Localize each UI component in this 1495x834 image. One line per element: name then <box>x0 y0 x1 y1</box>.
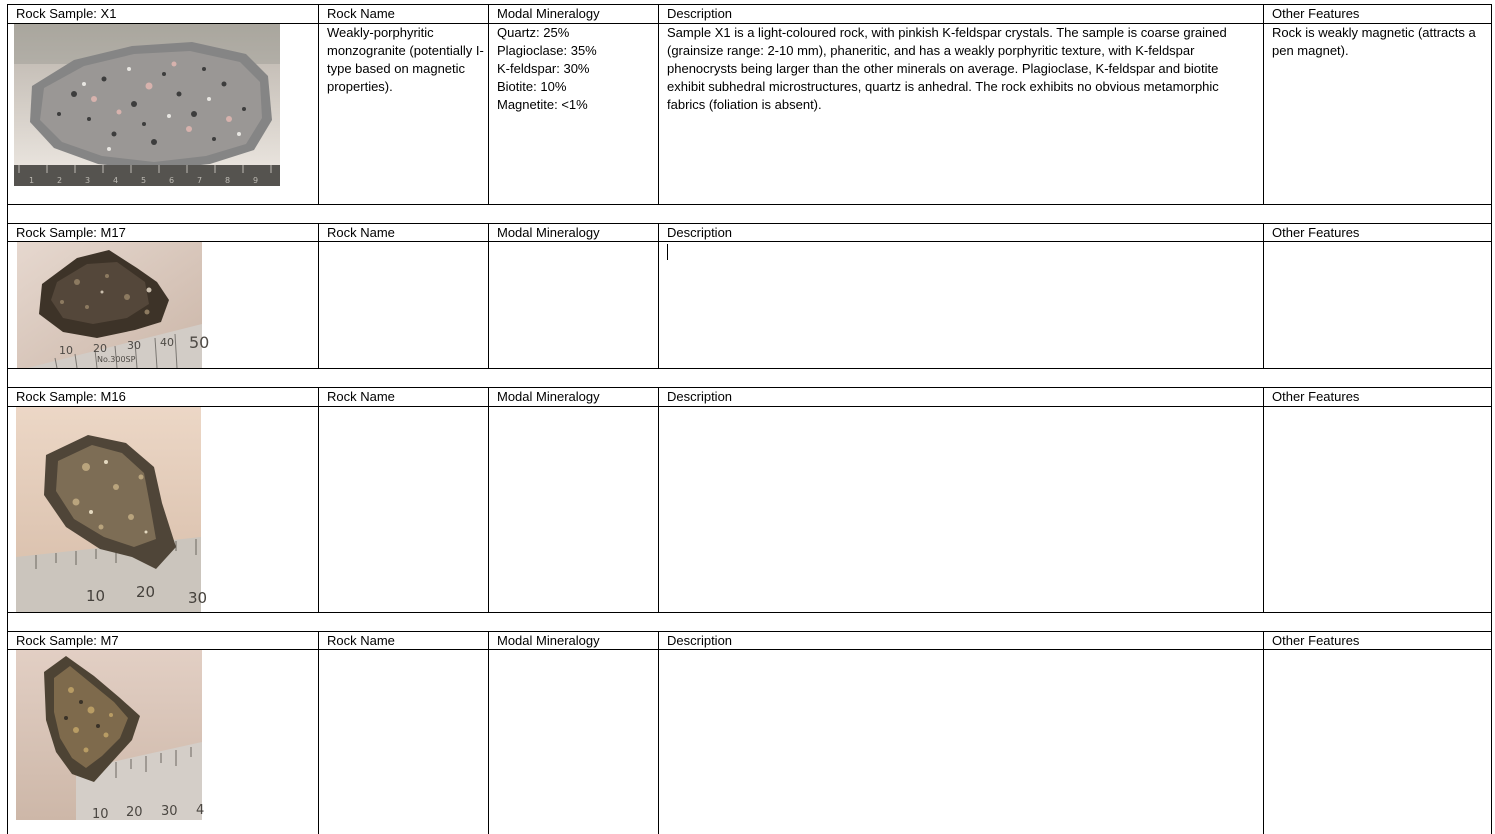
table-line <box>7 4 8 834</box>
ruler-tick-label: 5 <box>141 176 147 185</box>
column-header-modal-mineralogy[interactable]: Modal Mineralogy <box>497 225 600 240</box>
table-line <box>1263 4 1264 204</box>
ruler-brand-text: No.300SP <box>97 355 136 364</box>
column-header-other-features[interactable]: Other Features <box>1272 633 1360 648</box>
spacer-row[interactable] <box>8 369 1490 387</box>
ruler-tick-label: 30 <box>188 589 208 607</box>
table-line <box>318 631 319 834</box>
ruler-tick-label: 1 <box>29 176 35 185</box>
table-line <box>7 406 1492 407</box>
table-line <box>488 631 489 834</box>
mineral-line: Magnetite: <1% <box>497 97 588 112</box>
text-cursor <box>667 244 668 260</box>
ruler-tick-label: 40 <box>160 336 174 349</box>
ruler-tick-label: 20 <box>136 583 156 601</box>
ruler-tick-label: 20 <box>93 342 107 355</box>
table-line <box>7 4 1492 5</box>
ruler-tick-label: 2 <box>57 176 63 185</box>
column-header-description[interactable]: Description <box>667 633 733 648</box>
sample-label[interactable]: Rock Sample: M17 <box>16 225 126 240</box>
sample-label[interactable]: Rock Sample: X1 <box>16 6 117 21</box>
modal-mineralogy-cell[interactable] <box>497 24 655 114</box>
column-header-other-features[interactable]: Other Features <box>1272 225 1360 240</box>
column-header-modal-mineralogy[interactable]: Modal Mineralogy <box>497 633 600 648</box>
ruler-tick-label: 3 <box>85 176 91 185</box>
sample-label[interactable]: Rock Sample: M16 <box>16 389 126 404</box>
mineral-line: Biotite: 10% <box>497 79 567 94</box>
table-line <box>488 223 489 368</box>
ruler-tick-label: 4 <box>113 176 119 185</box>
column-header-description[interactable]: Description <box>667 225 733 240</box>
column-header-description[interactable]: Description <box>667 389 733 404</box>
table-line <box>1263 223 1264 368</box>
dark-rock-image <box>17 242 210 368</box>
table-line <box>658 631 659 834</box>
column-header-rock-name[interactable]: Rock Name <box>327 225 395 240</box>
table-line <box>318 387 319 612</box>
ruler-tick-label: 30 <box>161 804 178 819</box>
ruler-tick-label: 10 <box>92 807 109 822</box>
column-header-description[interactable]: Description <box>667 6 733 21</box>
rock-sample-document <box>7 4 1492 834</box>
mineral-line: Plagioclase: 35% <box>497 43 597 58</box>
rock-photo-m16[interactable] <box>16 407 208 612</box>
ruler-tick-label: 10 <box>86 587 106 605</box>
ruler-tick-label: 30 <box>127 339 141 352</box>
spacer-row[interactable] <box>8 613 1490 631</box>
table-line <box>488 387 489 612</box>
rock-photo-m7[interactable] <box>16 650 205 822</box>
ore-rock-image <box>16 650 205 822</box>
description-cell[interactable] <box>667 242 1255 362</box>
column-header-rock-name[interactable]: Rock Name <box>327 6 395 21</box>
sample-label[interactable]: Rock Sample: M7 <box>16 633 119 648</box>
rock-photo-x1[interactable] <box>14 24 280 186</box>
column-header-rock-name[interactable]: Rock Name <box>327 633 395 648</box>
table-line <box>488 4 489 204</box>
rock-photo-m17[interactable] <box>17 242 210 368</box>
ruler-tick-label: 20 <box>126 805 143 820</box>
metallic-rock-image <box>16 407 208 612</box>
table-line <box>7 223 1492 224</box>
other-features-cell[interactable]: Rock is weakly magnetic (attracts a pen magnet). <box>1272 25 1476 58</box>
table-line <box>658 387 659 612</box>
mineral-line: Quartz: 25% <box>497 25 570 40</box>
table-line <box>318 223 319 368</box>
spacer-row[interactable] <box>8 205 1490 223</box>
rock-name-cell[interactable]: Weakly-porphyritic monzogranite (potentially I-type based on magnetic properties). <box>327 25 484 94</box>
ruler-tick-label: 7 <box>197 176 203 185</box>
column-header-other-features[interactable]: Other Features <box>1272 6 1360 21</box>
ruler-tick-label: 6 <box>169 176 175 185</box>
table-line <box>1263 631 1264 834</box>
table-line <box>658 4 659 204</box>
granite-rock-image <box>14 24 280 186</box>
ruler-tick-label: 50 <box>189 333 210 352</box>
column-header-other-features[interactable]: Other Features <box>1272 389 1360 404</box>
table-line <box>1491 4 1492 834</box>
table-line <box>318 4 319 204</box>
table-line <box>7 387 1492 388</box>
column-header-modal-mineralogy[interactable]: Modal Mineralogy <box>497 389 600 404</box>
table-line <box>7 631 1492 632</box>
ruler-tick-label: 10 <box>59 344 73 357</box>
description-cell[interactable]: Sample X1 is a light-coloured rock, with pinkish K-feldspar crystals. The sample is coarse grained (grainsize range: 2-10 mm), phaneritic, and has a weakly porphyritic texture, with K-feldspar phenocrysts being larger than the other minerals on average. Plagioclase, K-feldspar and biotite exhibit subhedral microstructures, quartz is anhedral. The rock exhibits no obvious metamorphic fabrics (foliation is absent). <box>667 25 1227 112</box>
table-line <box>7 649 1492 650</box>
column-header-rock-name[interactable]: Rock Name <box>327 389 395 404</box>
ruler-tick-label: 8 <box>225 176 231 185</box>
column-header-modal-mineralogy[interactable]: Modal Mineralogy <box>497 6 600 21</box>
ruler-tick-label: 4 <box>196 803 205 818</box>
table-line <box>658 223 659 368</box>
mineral-line: K-feldspar: 30% <box>497 61 590 76</box>
ruler-tick-label: 9 <box>253 176 259 185</box>
table-line <box>1263 387 1264 612</box>
